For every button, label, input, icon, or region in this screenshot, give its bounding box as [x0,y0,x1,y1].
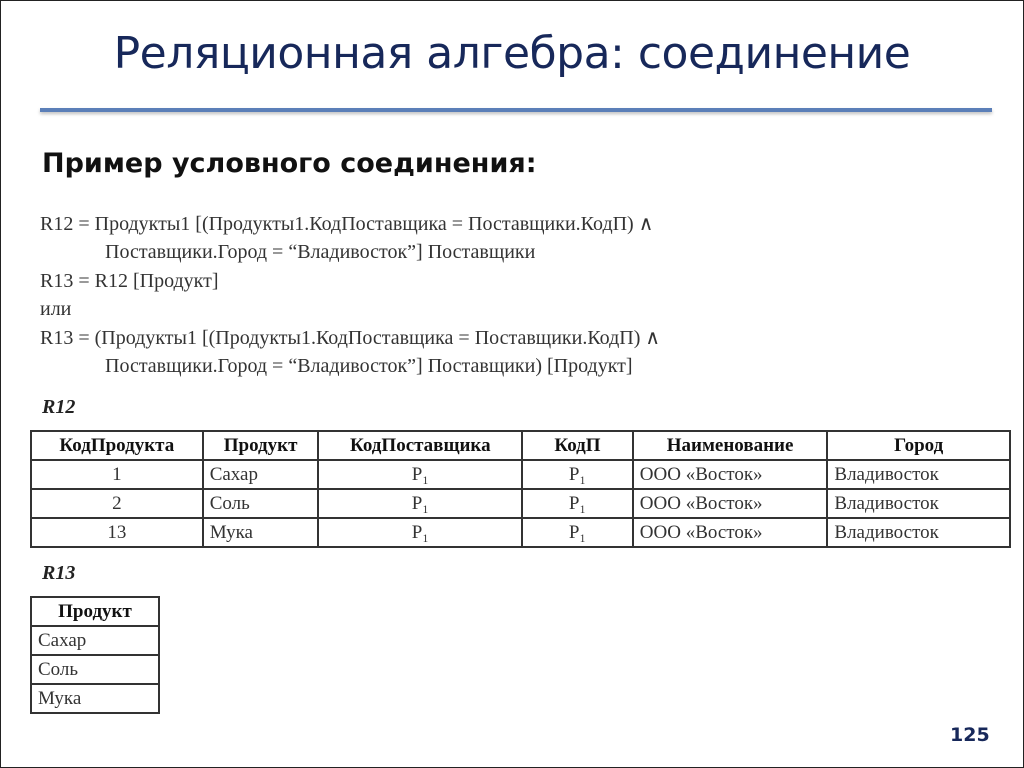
table-cell: Владивосток [827,460,1010,489]
r12-table [30,430,1011,548]
table-cell: Сахар [203,460,319,489]
table-cell: P₁ [318,518,522,547]
table-cell: Мука [203,518,319,547]
table-cell: Мука [31,684,159,713]
table-cell: Сахар [31,626,159,655]
column-header: КодП [522,431,633,460]
column-header: Продукт [203,431,319,460]
table-cell: 13 [31,518,203,547]
relational-formula [40,210,660,380]
r13-table [30,596,160,714]
table-cell: 2 [31,489,203,518]
table-row [31,460,1010,489]
table-row [31,626,159,655]
table-cell: ООО «Восток» [633,489,828,518]
column-header: Наименование [633,431,828,460]
table-cell: Владивосток [827,518,1010,547]
table-cell: ООО «Восток» [633,460,828,489]
table-row [31,518,1010,547]
table-cell: P₁ [522,518,633,547]
table-cell: P₁ [318,489,522,518]
formula-line: R12 = Продукты1 [(Продукты1.КодПоставщика = Поставщики.КодП) ∧ [40,213,654,235]
table-cell: P₁ [522,489,633,518]
table-header-row [31,597,159,626]
formula-line: или [40,298,72,321]
table-cell: P₁ [318,460,522,489]
r13-label: R13 [42,562,76,584]
column-header: Продукт [31,597,159,626]
formula-line: R13 = (Продукты1 [(Продукты1.КодПоставщика = Поставщики.КодП) ∧ [40,326,661,349]
column-header: Город [827,431,1010,460]
table-cell: ООО «Восток» [633,518,828,547]
column-header: КодПоставщика [318,431,522,460]
slide-title: Реляционная алгебра: соединение [113,28,911,79]
formula-line: R13 = R12 [Продукт] [40,269,219,292]
table-row [31,684,159,713]
table-cell: 1 [31,460,203,489]
column-header: КодПродукта [31,431,203,460]
table-cell: Соль [203,489,319,518]
table-cell: P₁ [522,460,633,489]
formula-line: Поставщики.Город = “Владивосток”] Поставщики [105,241,536,264]
r12-label: R12 [42,396,76,418]
table-row [31,655,159,684]
title-divider [40,108,992,112]
table-cell: Владивосток [827,489,1010,518]
formula-line: Поставщики.Город = “Владивосток”] Поставщики) [Продукт] [105,355,633,378]
slide-subtitle: Пример условного соединения: [42,148,537,179]
table-header-row [31,431,1010,460]
table-row [31,489,1010,518]
table-cell: Соль [31,655,159,684]
page-number: 125 [950,724,990,746]
